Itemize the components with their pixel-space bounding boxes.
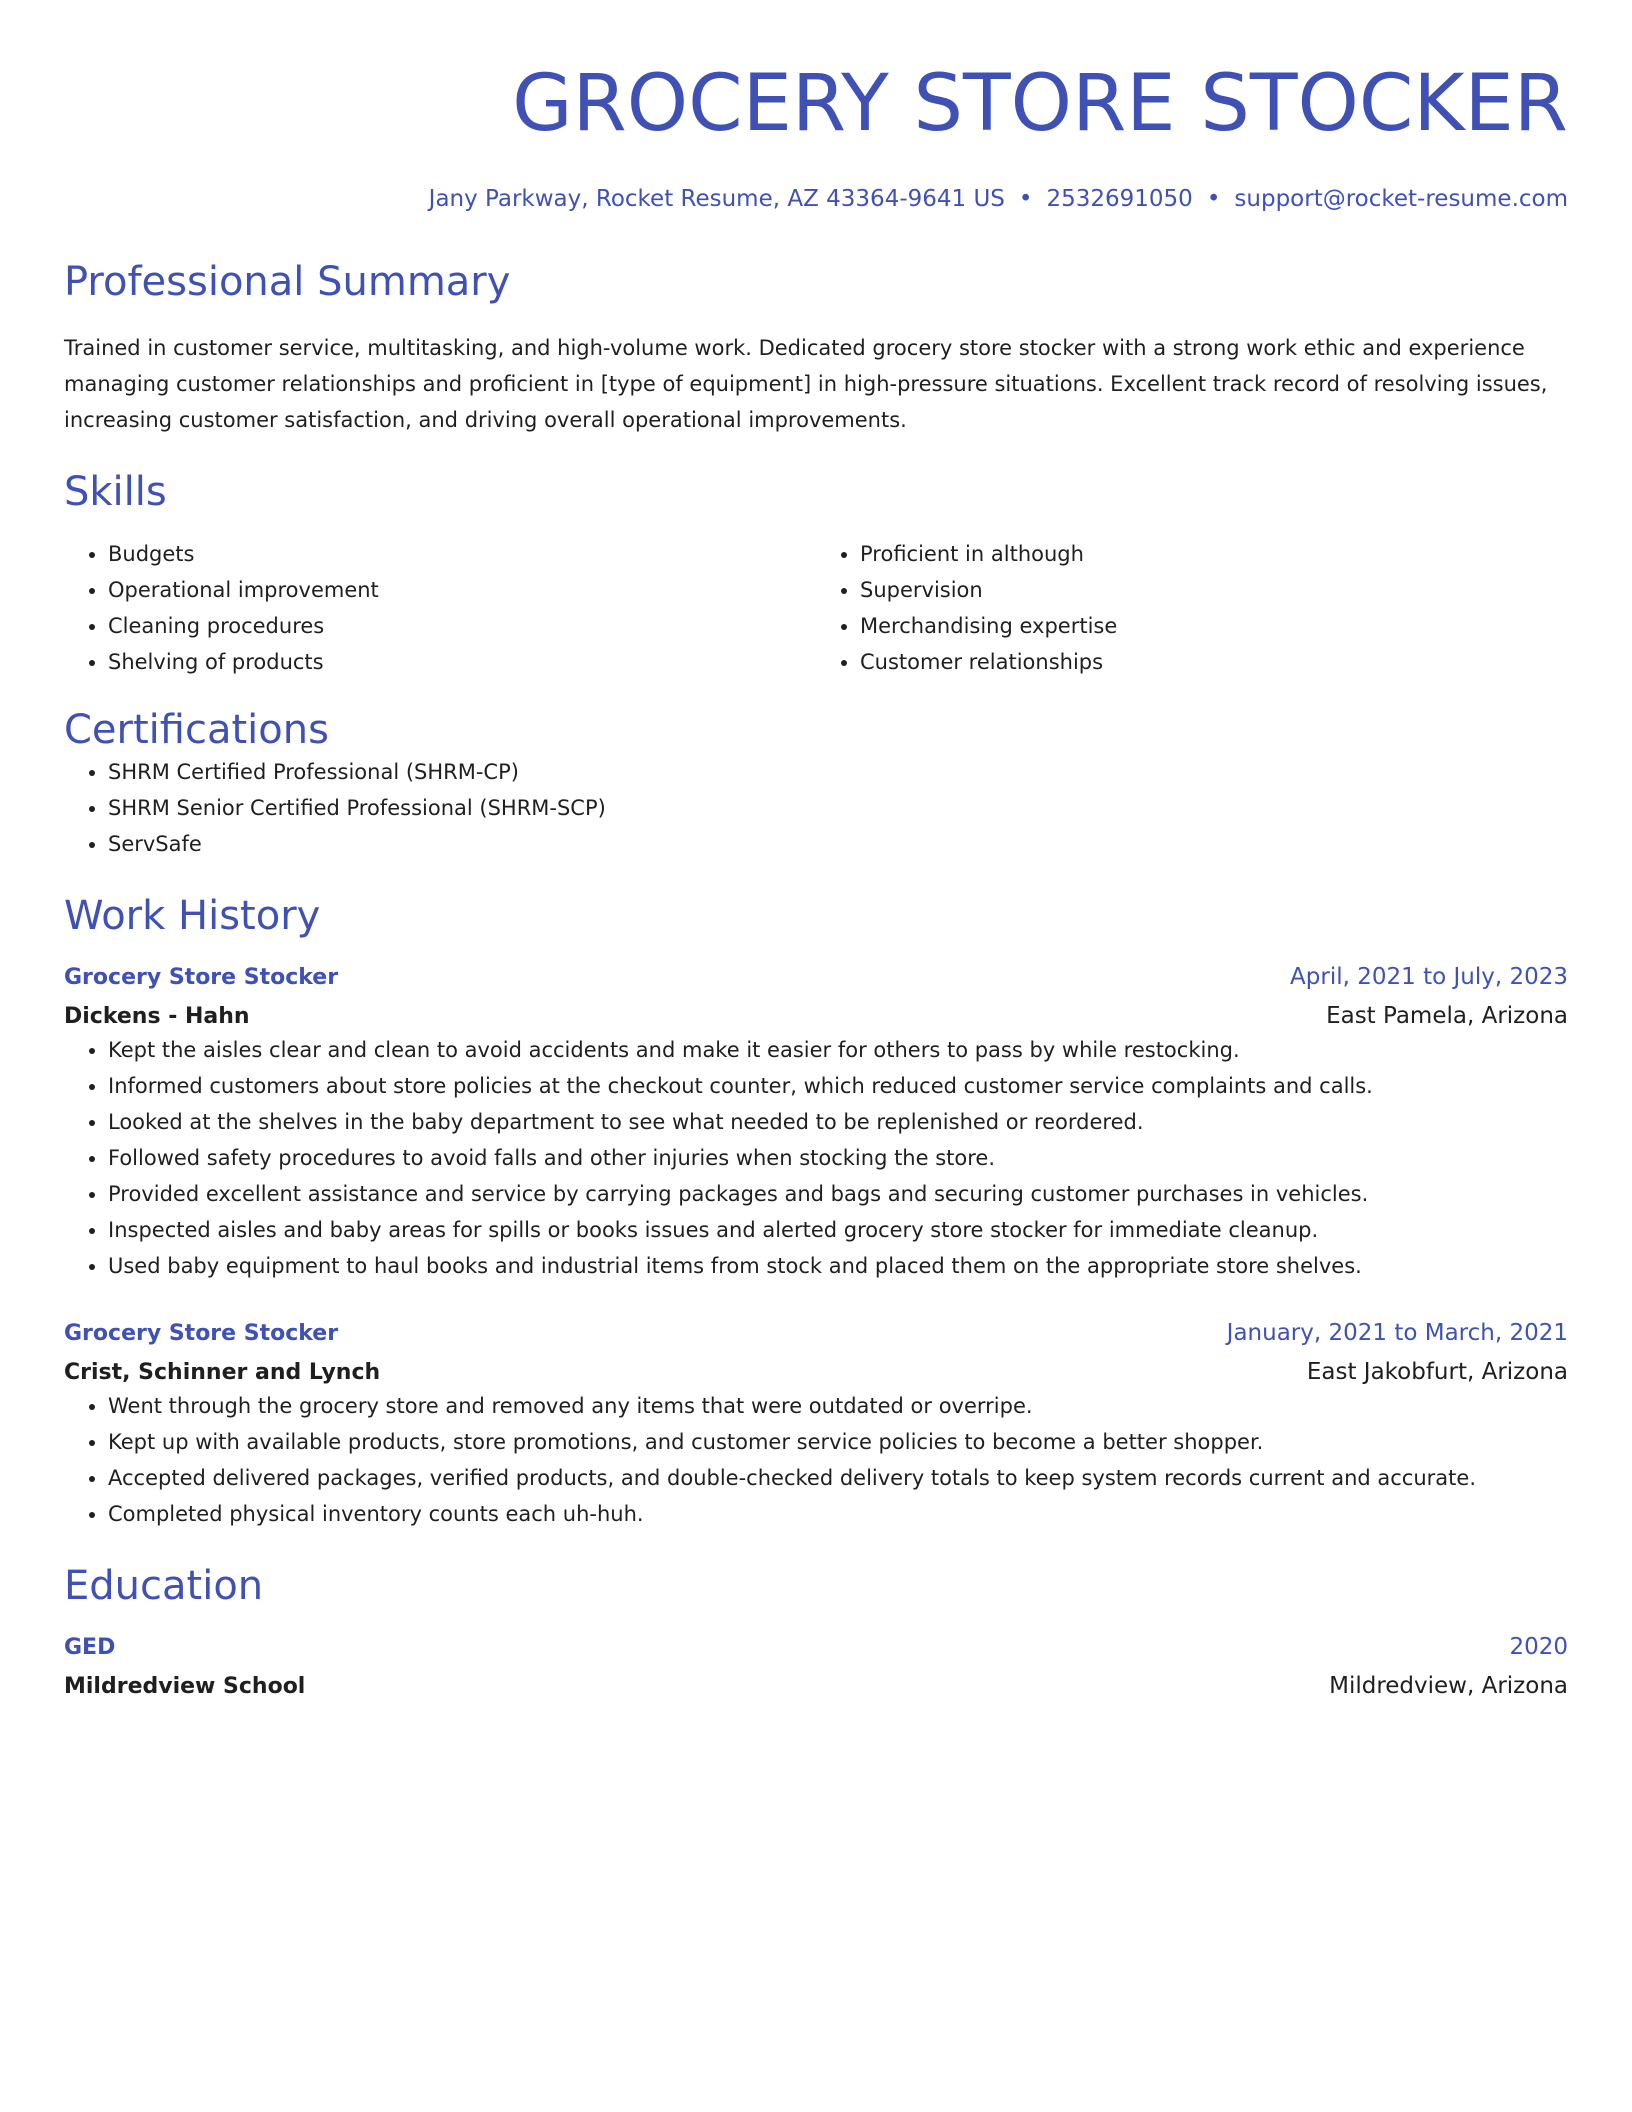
- job-entry: [64, 962, 1568, 1284]
- education-section: [64, 1562, 1568, 1702]
- certifications-heading: Certifications: [64, 707, 329, 753]
- job-duties-list: [64, 1032, 1568, 1284]
- skill-item: • Supervision: [860, 572, 1568, 608]
- education-degree: GED: [64, 1635, 116, 1660]
- contact-separator: •: [1018, 186, 1033, 212]
- summary-section: [64, 258, 1568, 438]
- job-title: Grocery Store Stocker: [64, 1321, 339, 1346]
- certification-item: • SHRM Senior Certified Professional (SHRM-SCP): [108, 790, 1568, 826]
- job-dates: January, 2021 to March, 2021: [1226, 1320, 1568, 1346]
- skill-item: • Operational improvement: [108, 572, 816, 608]
- certification-item: • SHRM Certified Professional (SHRM-CP): [108, 754, 1568, 790]
- certification-item: • ServSafe: [108, 826, 1568, 862]
- job-duties-list: [64, 1388, 1568, 1532]
- contact-phone: 2532691050: [1046, 186, 1193, 212]
- job-company: Crist, Schinner and Lynch: [64, 1360, 381, 1385]
- education-heading: Education: [64, 1563, 264, 1609]
- skill-item: • Shelving of products: [108, 644, 816, 680]
- contact-line: [64, 184, 1568, 214]
- job-entry: [64, 1318, 1568, 1532]
- education-degree-row: [64, 1632, 1568, 1663]
- job-title-row: [64, 1318, 1568, 1349]
- job-duty: • Inspected aisles and baby areas for spills or books issues and alerted grocery store stocker for immediate cleanup.: [108, 1212, 1568, 1248]
- skill-item: • Cleaning procedures: [108, 608, 816, 644]
- job-duty: • Kept the aisles clear and clean to avoid accidents and make it easier for others to pass by while restocking.: [108, 1032, 1568, 1068]
- skills-heading: Skills: [64, 469, 167, 515]
- job-duty: • Informed customers about store policies at the checkout counter, which reduced customer service complaints and calls.: [108, 1068, 1568, 1104]
- skills-list-right: [816, 536, 1568, 680]
- education-school: Mildredview School: [64, 1674, 306, 1699]
- job-duty: • Used baby equipment to haul books and industrial items from stock and placed them on the appropriate store shelves.: [108, 1248, 1568, 1284]
- contact-address: Jany Parkway, Rocket Resume, AZ 43364-9641 US: [428, 186, 1005, 212]
- contact-email: support@rocket-resume.com: [1234, 186, 1568, 212]
- job-duty: • Looked at the shelves in the baby department to see what needed to be replenished or reordered.: [108, 1104, 1568, 1140]
- summary-text: Trained in customer service, multitasking, and high-volume work. Dedicated grocery store stocker with a strong work ethic and experience managing customer relationships and proficient in [type of equipment] in high-pressure situations. Excellent track record of resolving issues, increasing customer satisfaction, and driving overall operational improvements.: [64, 336, 1548, 432]
- education-school-row: [64, 1663, 1568, 1702]
- skill-item: • Customer relationships: [860, 644, 1568, 680]
- education-year: 2020: [1509, 1634, 1568, 1660]
- summary-heading: Professional Summary: [64, 259, 511, 305]
- certifications-section: [64, 706, 1568, 862]
- skills-list-left: [64, 536, 816, 680]
- resume-header: [64, 0, 1568, 214]
- skills-column-left: [64, 536, 816, 680]
- certifications-list: [64, 754, 1568, 862]
- contact-separator: •: [1206, 186, 1221, 212]
- skills-column-right: [816, 536, 1568, 680]
- job-company-row: [64, 993, 1568, 1032]
- education-entry: [64, 1632, 1568, 1702]
- job-duty: • Went through the grocery store and removed any items that were outdated or overripe.: [108, 1388, 1568, 1424]
- job-company-row: [64, 1349, 1568, 1388]
- work-history-heading: Work History: [64, 893, 321, 939]
- job-duty: • Followed safety procedures to avoid falls and other injuries when stocking the store.: [108, 1140, 1568, 1176]
- skill-item: • Budgets: [108, 536, 816, 572]
- work-history-section: [64, 892, 1568, 1532]
- job-dates: April, 2021 to July, 2023: [1290, 964, 1568, 990]
- job-location: East Pamela, Arizona: [1326, 1003, 1568, 1029]
- job-duty: • Completed physical inventory counts each uh-huh.: [108, 1496, 1568, 1532]
- job-title-row: [64, 962, 1568, 993]
- skills-section: [64, 468, 1568, 680]
- skill-item: • Proficient in although: [860, 536, 1568, 572]
- job-location: East Jakobfurt, Arizona: [1306, 1359, 1568, 1385]
- job-company: Dickens - Hahn: [64, 1004, 250, 1029]
- education-location: Mildredview, Arizona: [1329, 1673, 1568, 1699]
- job-title: Grocery Store Stocker: [64, 965, 339, 990]
- job-duty: • Provided excellent assistance and service by carrying packages and bags and securing customer purchases in vehicles.: [108, 1176, 1568, 1212]
- skill-item: • Merchandising expertise: [860, 608, 1568, 644]
- candidate-title: GROCERY STORE STOCKER: [512, 59, 1568, 149]
- job-duty: • Kept up with available products, store promotions, and customer service policies to become a better shopper.: [108, 1424, 1568, 1460]
- job-duty: • Accepted delivered packages, verified products, and double-checked delivery totals to keep system records current and accurate.: [108, 1460, 1568, 1496]
- skills-grid: [64, 536, 1568, 680]
